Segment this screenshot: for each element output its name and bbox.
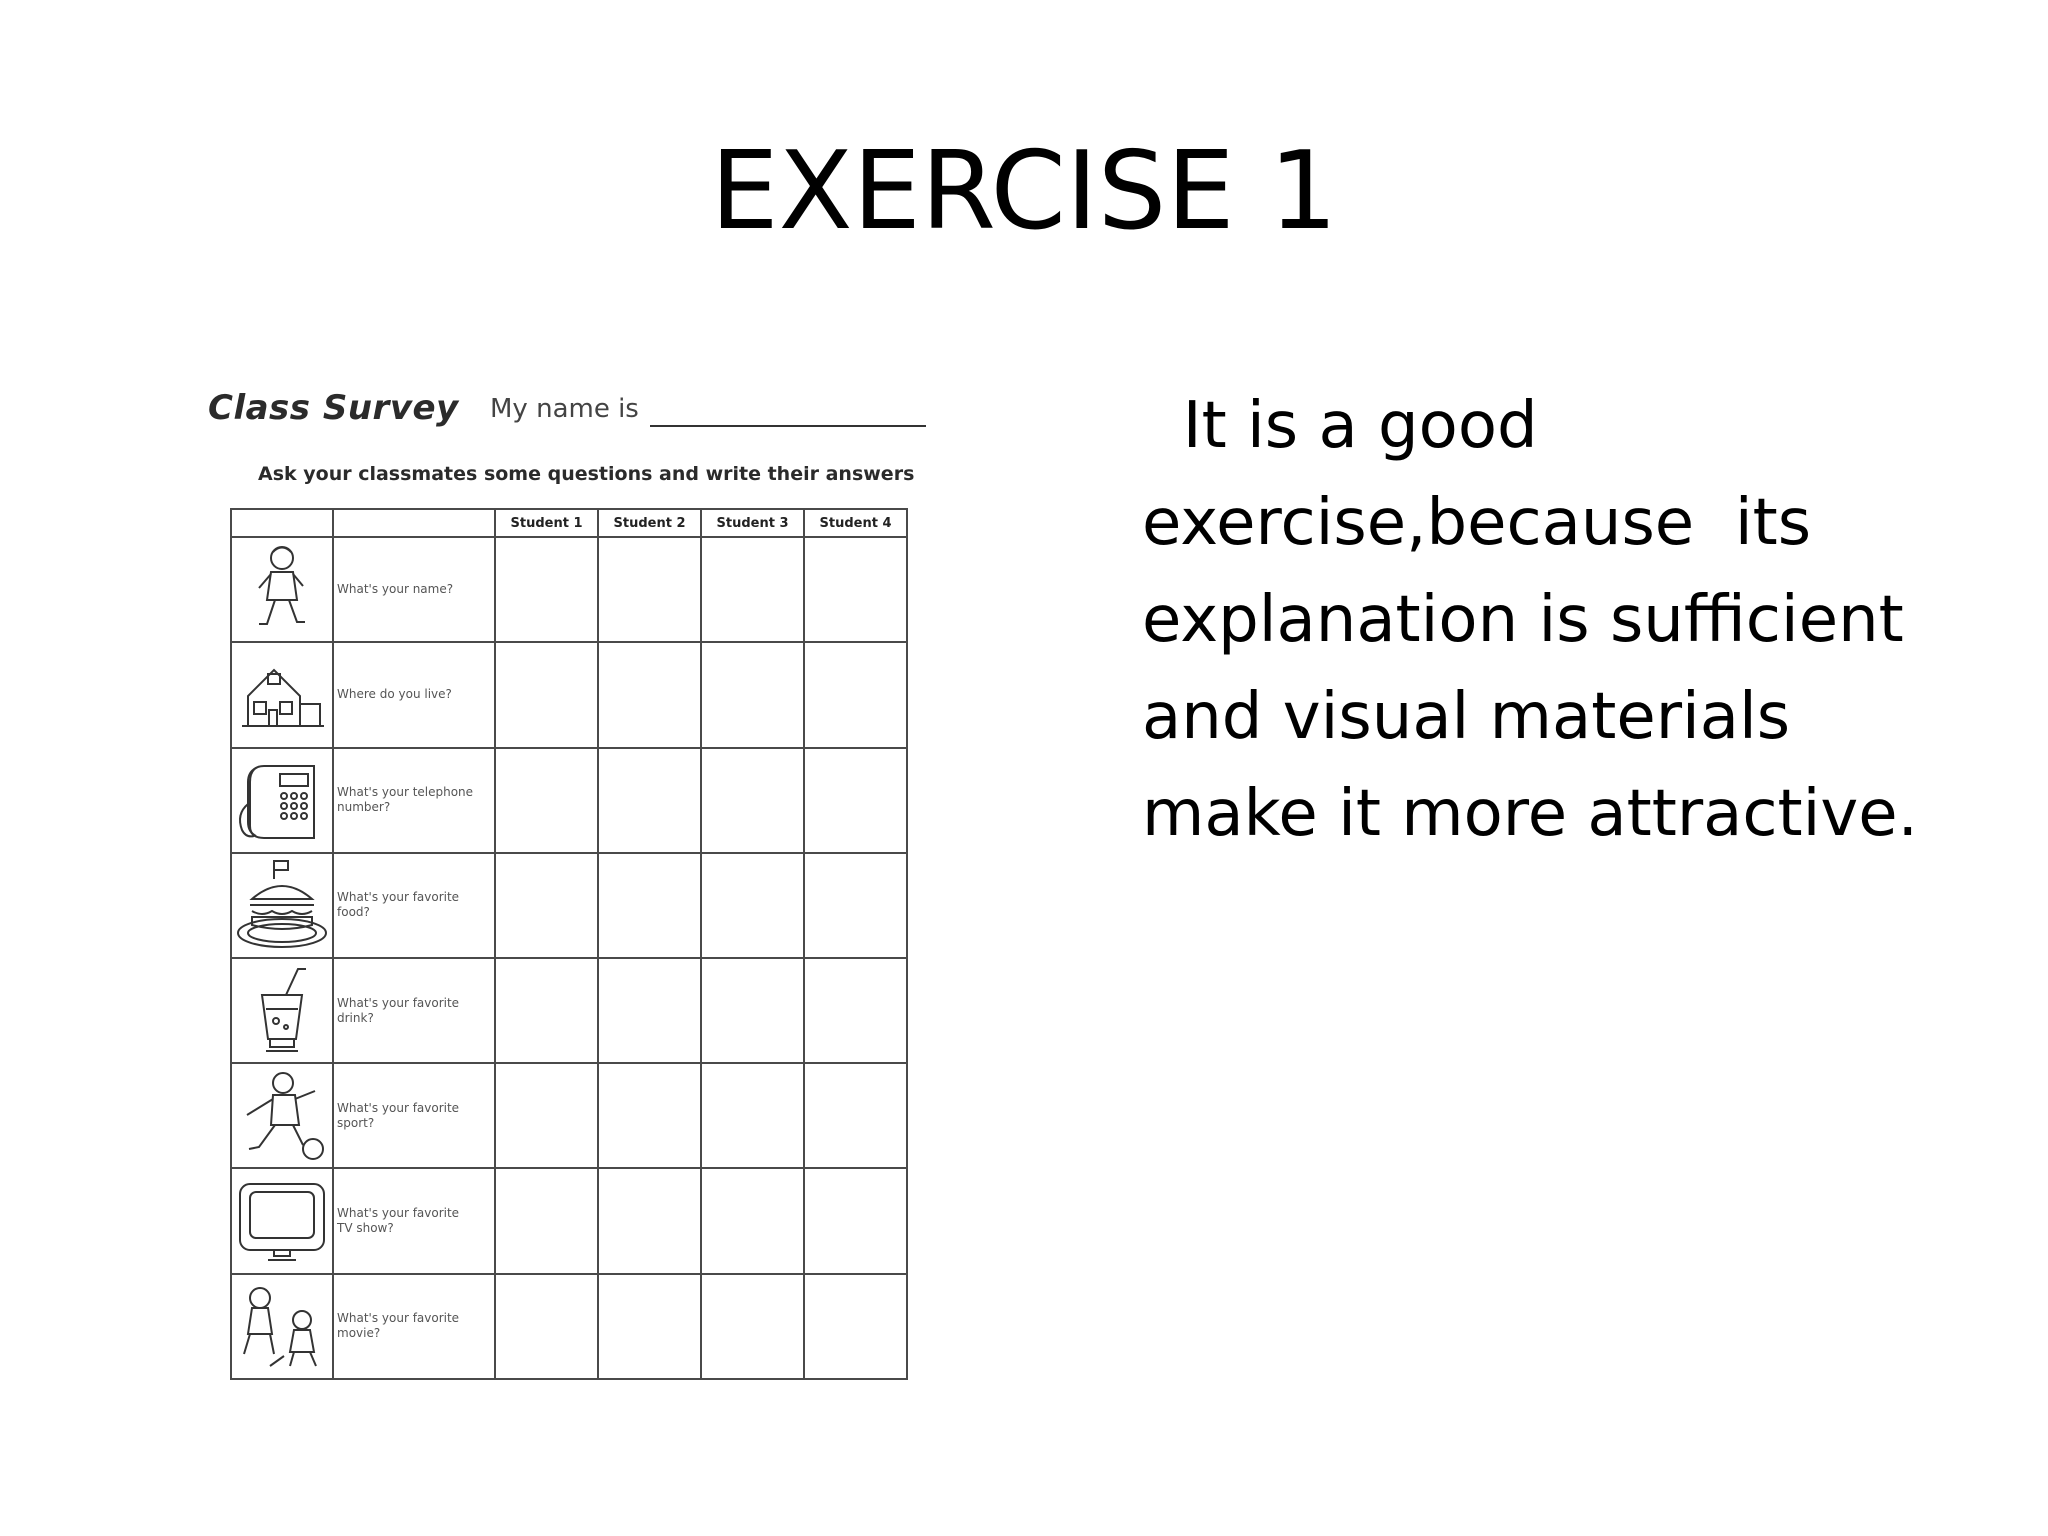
answer-cell[interactable] [598,1274,701,1379]
header-student-4: Student 4 [804,509,907,537]
header-student-2: Student 2 [598,509,701,537]
table-row [231,958,907,1063]
name-blank-line [650,425,926,427]
burger-icon [234,857,330,953]
answer-cell[interactable] [495,958,598,1063]
header-blank-picture [231,509,333,537]
picture-cell [231,1063,333,1168]
answer-cell[interactable] [495,748,598,853]
picture-cell [231,642,333,747]
question-cell [333,853,495,958]
question-cell [333,748,495,853]
answer-cell[interactable] [804,1168,907,1273]
answer-cell[interactable] [804,853,907,958]
answer-cell[interactable] [804,748,907,853]
question-text-line2: drink? [337,1010,374,1025]
table-row [231,1063,907,1168]
question-text-line2: movie? [337,1326,381,1341]
answer-cell[interactable] [495,1274,598,1379]
question-text: What's your name? [337,582,454,597]
movie-characters-icon [236,1280,328,1372]
answer-cell[interactable] [701,642,804,747]
question-text: What's your favorite [337,995,460,1010]
drink-icon [252,965,312,1057]
soccer-player-icon [237,1069,327,1163]
comment-line: make it more attractive. [1142,777,1918,851]
table-row [231,642,907,747]
comment-line: exercise,because its [1142,486,1812,560]
table-row [231,537,907,642]
telephone-icon [234,756,330,844]
header-blank-question [333,509,495,537]
answer-cell[interactable] [598,537,701,642]
survey-table [230,508,908,1380]
answer-cell[interactable] [701,1274,804,1379]
question-text-line2: sport? [337,1115,375,1130]
answer-cell[interactable] [701,748,804,853]
table-row [231,853,907,958]
answer-cell[interactable] [598,853,701,958]
question-text-line2: TV show? [337,1221,394,1236]
table-header-row [231,509,907,537]
answer-cell[interactable] [495,537,598,642]
answer-cell[interactable] [701,1168,804,1273]
picture-cell [231,1168,333,1273]
answer-cell[interactable] [701,958,804,1063]
question-text-line2: food? [337,905,370,920]
answer-cell[interactable] [701,537,804,642]
answer-cell[interactable] [598,642,701,747]
question-cell [333,642,495,747]
question-text-line2: number? [337,800,391,815]
question-cell [333,1063,495,1168]
answer-cell[interactable] [495,1063,598,1168]
header-student-1: Student 1 [495,509,598,537]
class-survey-worksheet [200,380,940,1390]
answer-cell[interactable] [804,642,907,747]
question-text: What's your favorite [337,1311,460,1326]
table-row [231,1274,907,1379]
slide-title: EXERCISE 1 [710,129,1338,254]
name-label: My name is [490,394,639,424]
table-row [231,1168,907,1273]
answer-cell[interactable] [495,1168,598,1273]
question-cell [333,958,495,1063]
answer-cell[interactable] [804,958,907,1063]
comment-line: It is a good [1142,389,1538,463]
question-text: What's your favorite [337,1206,460,1221]
answer-cell[interactable] [804,537,907,642]
answer-cell[interactable] [804,1063,907,1168]
answer-cell[interactable] [598,958,701,1063]
question-text: What's your favorite [337,1100,460,1115]
question-cell [333,1274,495,1379]
table-row [231,748,907,853]
survey-instructions: Ask your classmates some questions and write their answers [258,463,915,485]
answer-cell[interactable] [495,642,598,747]
question-cell [333,537,495,642]
answer-cell[interactable] [701,1063,804,1168]
answer-cell[interactable] [495,853,598,958]
house-icon [236,660,328,730]
header-student-3: Student 3 [701,509,804,537]
question-cell [333,1168,495,1273]
picture-cell [231,537,333,642]
survey-title: Class Survey [208,388,459,428]
answer-cell[interactable] [701,853,804,958]
question-text: What's your favorite [337,890,460,905]
question-text: Where do you live? [337,687,452,702]
answer-cell[interactable] [598,1063,701,1168]
answer-cell[interactable] [804,1274,907,1379]
answer-cell[interactable] [598,1168,701,1273]
picture-cell [231,853,333,958]
picture-cell [231,748,333,853]
question-text: What's your telephone [337,785,474,800]
television-icon [234,1176,330,1266]
picture-cell [231,958,333,1063]
evaluation-comment [1142,378,1942,863]
picture-cell [231,1274,333,1379]
comment-line: and visual materials [1142,680,1791,754]
comment-line: explanation is sufficient [1142,583,1904,657]
answer-cell[interactable] [598,748,701,853]
boy-icon [247,542,317,637]
